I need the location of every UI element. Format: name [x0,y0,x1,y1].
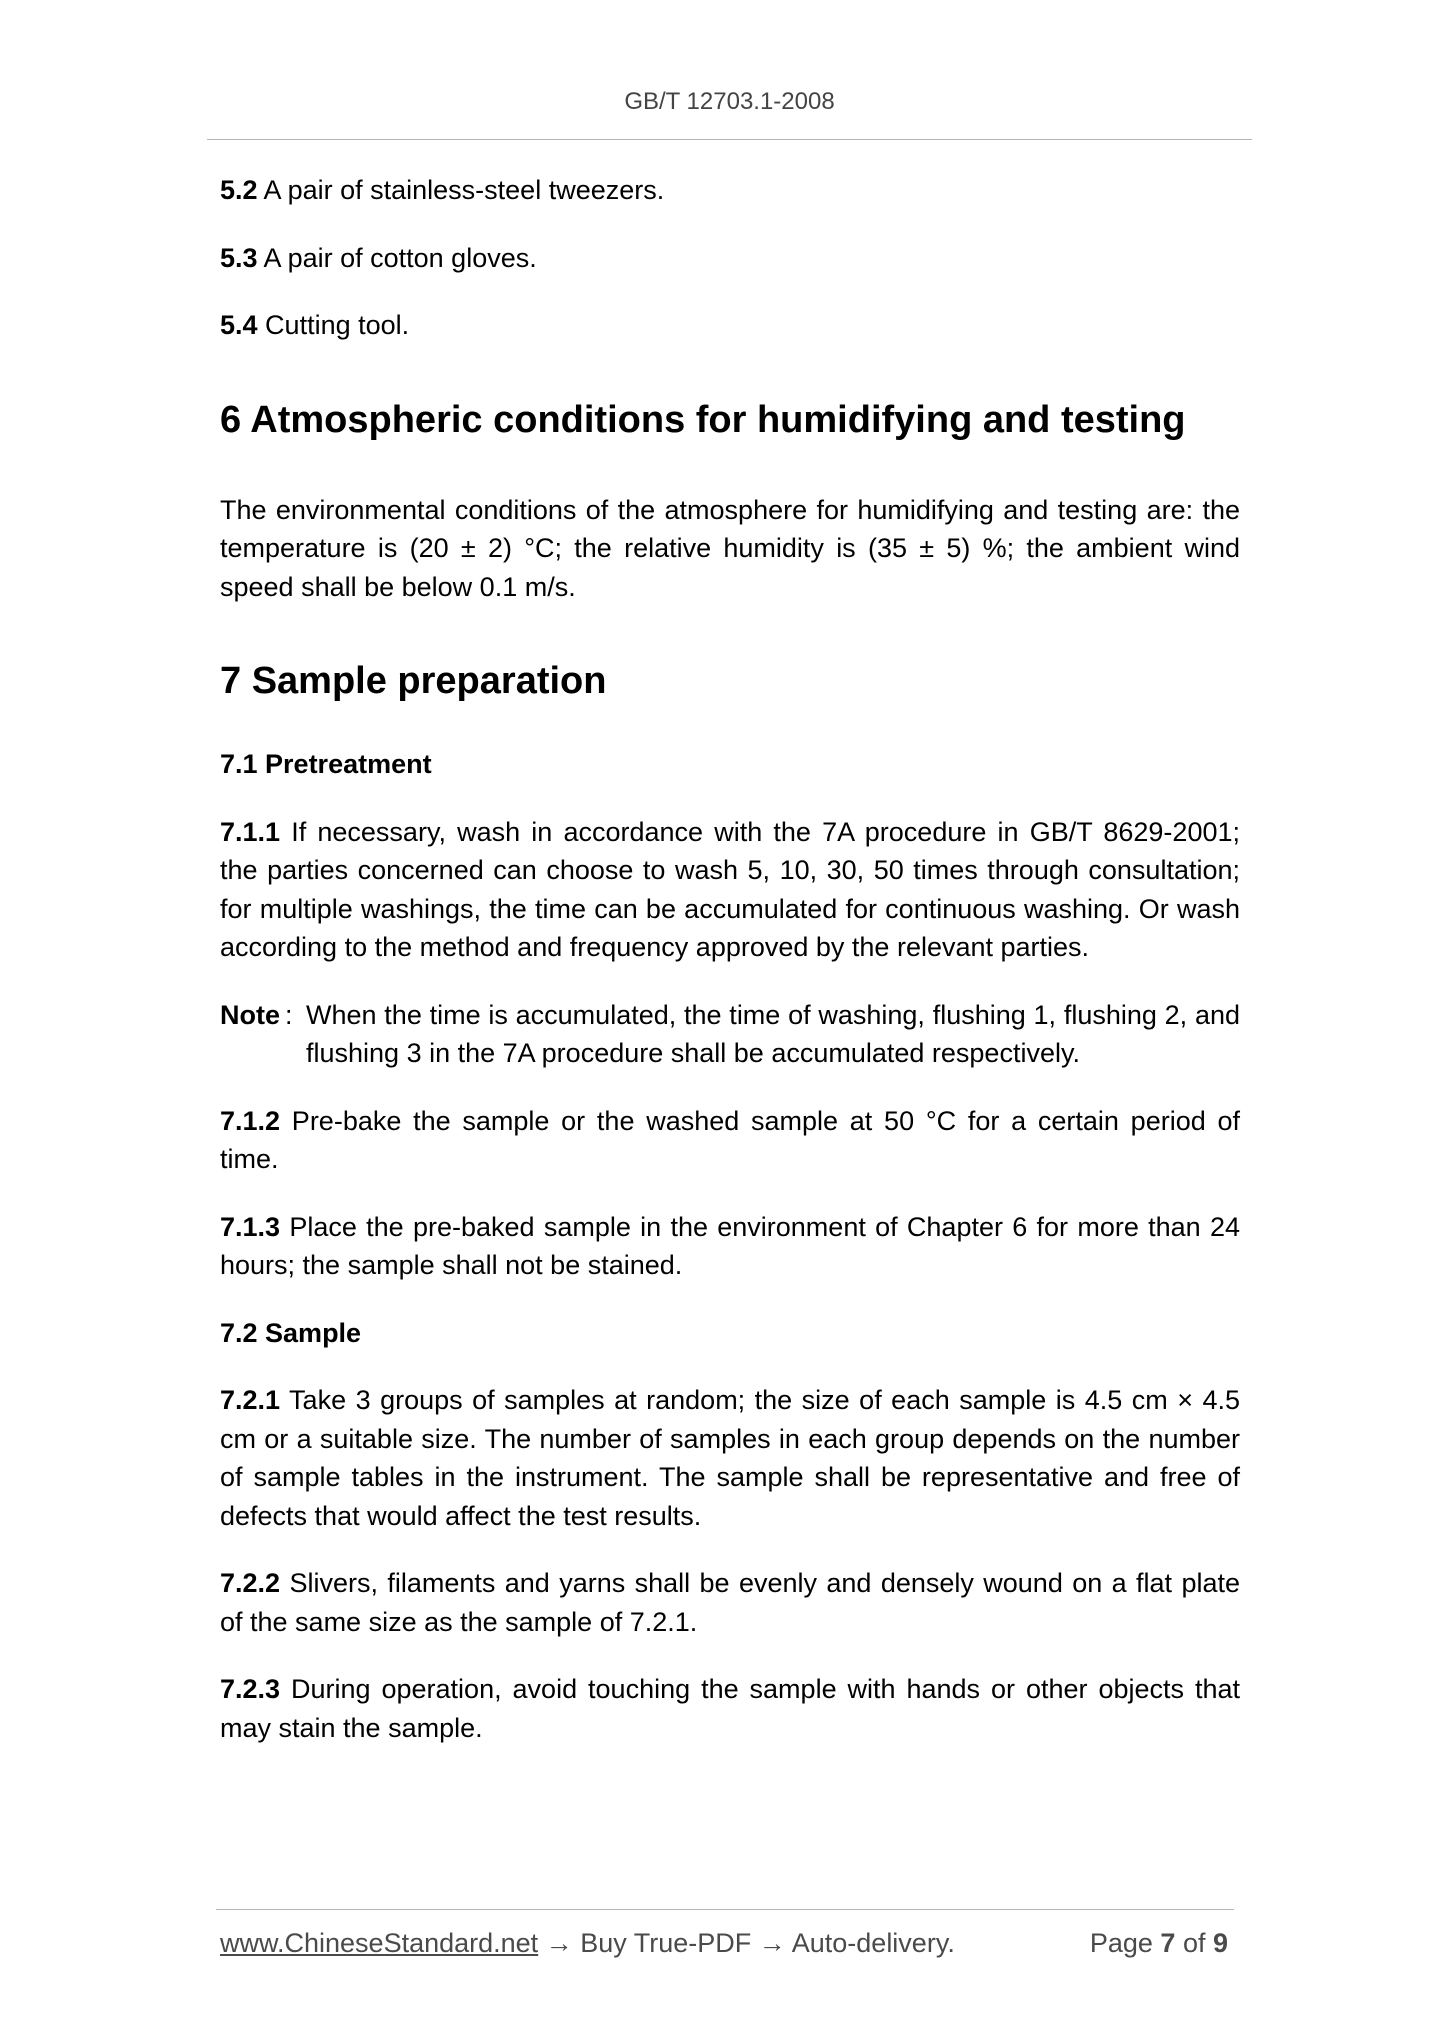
document-body [220,171,1240,1747]
website-link[interactable]: www.ChineseStandard.net [220,1928,539,1958]
clause-number: 7.1.3 [220,1211,281,1242]
footer-promo [220,1928,955,1959]
clause-number: 7.2.3 [220,1674,281,1704]
clause-7-1-1 [220,813,1240,967]
clause-7-2-3 [220,1670,1240,1747]
clause-text: A pair of stainless-steel tweezers. [257,175,665,205]
note-paragraph [220,996,1240,1073]
footer-promo-text: → Buy True-PDF → Auto-delivery. [538,1928,955,1958]
clause-number: 7.1.2 [220,1105,281,1136]
clause-text: If necessary, wash in accordance with the 7A procedure in GB/T 8629-2001; the parties concerned can choose to wash 5, 10, 30, 50 times through consultation; for multiple washings, the time can be accumulated for continuous washing. Or wash according to the method and frequency approved by the relevant parties. [220,816,1240,962]
clause-7-1-3 [220,1208,1240,1285]
clause-text: During operation, avoid touching the sample with hands or other objects that may stain the sample. [220,1674,1240,1743]
current-page-number: 7 [1160,1928,1176,1958]
section-6-heading: 6 Atmospheric conditions for humidifying and testing [220,398,1186,441]
subsection-7-2-heading: 7.2 Sample [220,1317,362,1348]
footer-divider [216,1909,1234,1910]
clause-number: 5.3 [220,242,258,273]
clause-5-2 [220,171,1240,210]
clause-number: 7.2.2 [220,1568,281,1598]
clause-5-3 [220,239,1240,278]
clause-text: Take 3 groups of samples at random; the size of each sample is 4.5 cm × 4.5 cm or a suitable size. The number of samples in each group depends on the number of sample tables in the instrument. The sample shall be representative and free of defects that would affect the test results. [220,1385,1240,1531]
clause-7-2-1 [220,1381,1240,1535]
clause-text: Cutting tool. [257,310,410,340]
clause-text: Pre-bake the sample or the washed sample at 50 °C for a certain period of time. [220,1105,1240,1174]
header-divider [207,139,1252,140]
clause-text: A pair of cotton gloves. [257,242,537,273]
page-indicator [1090,1928,1228,1959]
clause-text: Slivers, filaments and yarns shall be evenly and densely wound on a flat plate of the same size as the sample of 7.2.1. [220,1568,1240,1637]
clause-7-2-2 [220,1564,1240,1641]
clause-7-1-2 [220,1102,1240,1179]
total-pages-number: 9 [1212,1928,1228,1958]
section-7-heading: 7 Sample preparation [220,660,607,702]
note-colon: : [285,999,293,1030]
clause-number: 7.2.1 [220,1385,281,1415]
section-6-paragraph: The environmental conditions of the atmosphere for humidifying and testing are: the temperature is (20 ± 2) °C; the relative humidity is (35 ± 5) %; the ambient wind speed shall be below 0.1 m/s. [220,494,1240,602]
clause-number: 7.1.1 [220,816,281,847]
clause-number: 5.4 [220,310,258,340]
clause-5-4 [220,306,1240,345]
clause-number: 5.2 [220,175,258,205]
clause-text: Place the pre-baked sample in the environment of Chapter 6 for more than 24 hours; the sample shall not be stained. [220,1211,1240,1280]
subsection-7-1-heading: 7.1 Pretreatment [220,749,432,779]
note-text: When the time is accumulated, the time of washing, flushing 1, flushing 2, and flushing 3 in the 7A procedure shall be accumulated respectively. [306,999,1240,1068]
page-of-label: of [1175,1928,1213,1958]
note-label: Note [220,999,280,1030]
page-label: Page [1089,1928,1161,1958]
running-header: GB/T 12703.1-2008 [624,88,835,115]
